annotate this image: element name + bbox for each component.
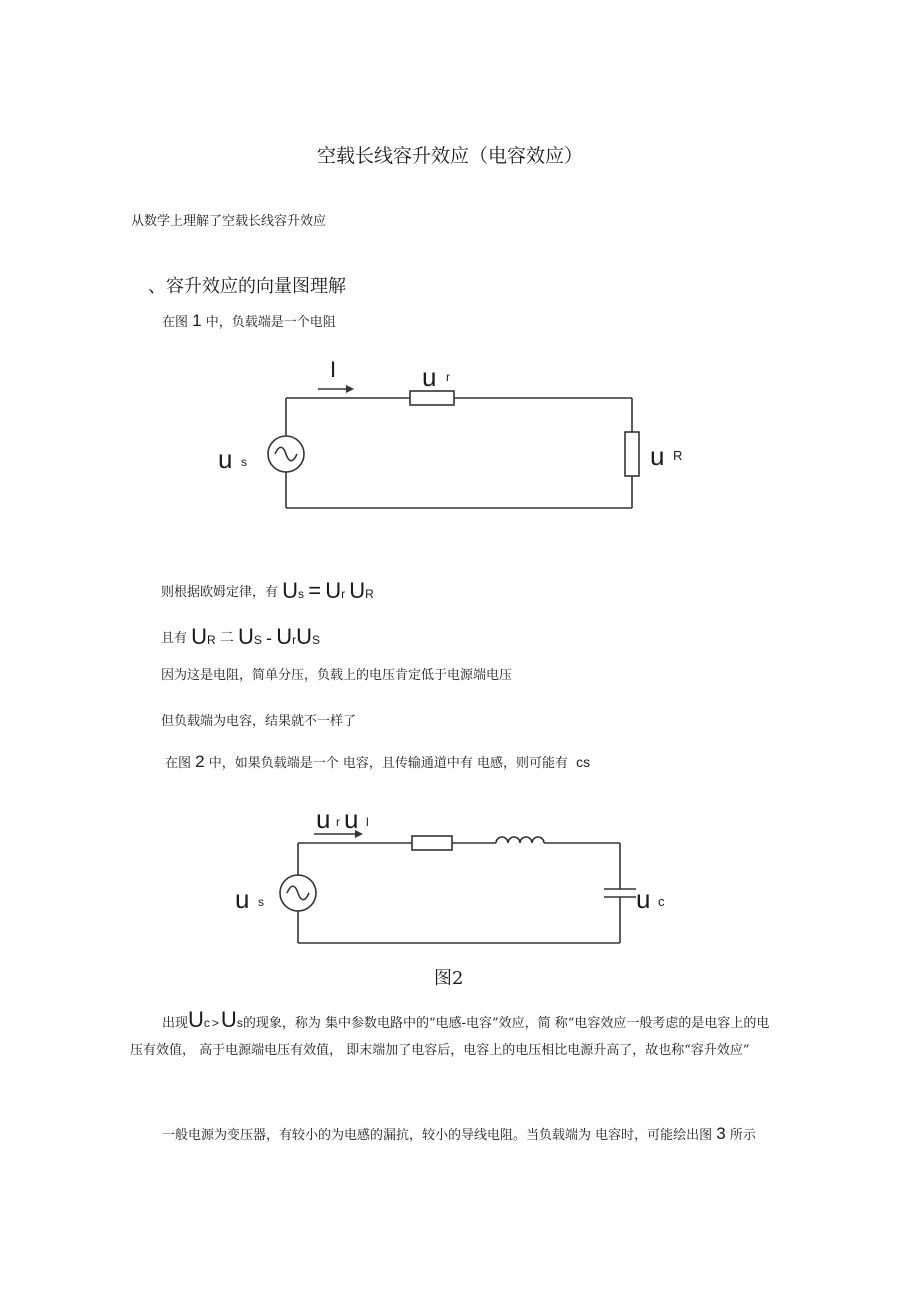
label-u: u bbox=[344, 804, 359, 834]
label-s: s bbox=[258, 895, 264, 909]
eq-sub: R bbox=[365, 587, 374, 601]
p4-text-a: 在图 bbox=[165, 756, 192, 771]
eq-U: U bbox=[238, 624, 254, 649]
eq-sub: r bbox=[341, 587, 346, 601]
label-s: s bbox=[241, 455, 247, 469]
eq-sub: R bbox=[207, 633, 216, 647]
p1-text-a: 在图 bbox=[162, 315, 189, 330]
resistor-r bbox=[412, 836, 452, 850]
p5-rest: 的现象，称为 集中参数电路中的“电感-电容”效应，简 称“电容效应一般考虑的是电容上的电压有效值， 高于电源端电压有效值， 即末端加了电容后，电容上的电压相比电源升高了，故也称“容升效应” bbox=[130, 1016, 770, 1058]
label-uc: u bbox=[636, 884, 651, 914]
eq-U: U bbox=[349, 578, 366, 603]
eq-sub: s bbox=[236, 1016, 243, 1030]
eq-sub: c bbox=[203, 1016, 210, 1030]
figure-number: 1 bbox=[192, 311, 202, 330]
transformer-paragraph bbox=[162, 1124, 756, 1144]
label-I: I bbox=[330, 357, 337, 382]
eq-U: U bbox=[188, 1007, 204, 1032]
p4-text-b: 中，如果负载端是一个 电容，且传输通道中有 电感，则可能有 bbox=[208, 756, 569, 771]
eq-U: U bbox=[296, 624, 312, 649]
intro-text: 从数学上理解了空载长线容升效应 bbox=[131, 214, 327, 229]
p6-text-a: 一般电源为变压器，有较小的为电感的漏抗，较小的导线电阻。当负载端为 电容时，可能绘出图 bbox=[162, 1128, 713, 1143]
label-us: u bbox=[235, 884, 250, 914]
label-us: u bbox=[218, 444, 233, 474]
eq-U: U bbox=[276, 624, 293, 649]
eq-sign: = bbox=[308, 578, 322, 603]
page-title: 空载长线容升效应（电容效应） bbox=[317, 145, 584, 167]
label-l: l bbox=[366, 815, 369, 829]
capacitance-effect-paragraph bbox=[130, 1007, 780, 1064]
figure2-caption: 图2 bbox=[434, 968, 464, 989]
eq-U: U bbox=[220, 1007, 237, 1032]
label-r: r bbox=[446, 370, 450, 384]
cs-text: cs bbox=[576, 754, 591, 770]
inductor bbox=[496, 837, 544, 843]
label-c: c bbox=[658, 894, 665, 909]
label-r: r bbox=[336, 815, 340, 829]
p6-text-b: 所示 bbox=[729, 1128, 756, 1143]
label-u: u bbox=[422, 362, 437, 392]
capacitor-transition: 但负载端为电容，结果就不一样了 bbox=[161, 714, 357, 729]
p5-lead: 出现 bbox=[162, 1016, 189, 1031]
label-uR: u bbox=[650, 441, 665, 471]
eq-minus: - bbox=[266, 628, 273, 648]
eq-U: U bbox=[282, 578, 299, 603]
eq-sub: r bbox=[292, 633, 297, 647]
figure-number: 2 bbox=[195, 752, 205, 771]
eq-gt: > bbox=[211, 1016, 219, 1030]
resistor-explanation: 因为这是电阻，简单分压，负载上的电压肯定低于电源端电压 bbox=[161, 668, 513, 683]
eq-sub: s bbox=[298, 587, 305, 601]
label-u: u bbox=[316, 804, 331, 834]
eq-U: U bbox=[191, 624, 208, 649]
figure-number: 3 bbox=[716, 1124, 726, 1143]
eq-sub: S bbox=[253, 633, 262, 647]
section-heading: 、容升效应的向量图理解 bbox=[148, 276, 346, 297]
also-lead: 且有 bbox=[161, 631, 188, 646]
label-R: R bbox=[673, 448, 683, 463]
ohm-lead: 则根据欧姆定律，有 bbox=[161, 585, 279, 600]
eq-U: U bbox=[325, 578, 342, 603]
eq-sub: S bbox=[311, 633, 320, 647]
eq-sign: 二 bbox=[219, 630, 234, 646]
p1-text-b: 中，负载端是一个电阻 bbox=[205, 315, 336, 330]
